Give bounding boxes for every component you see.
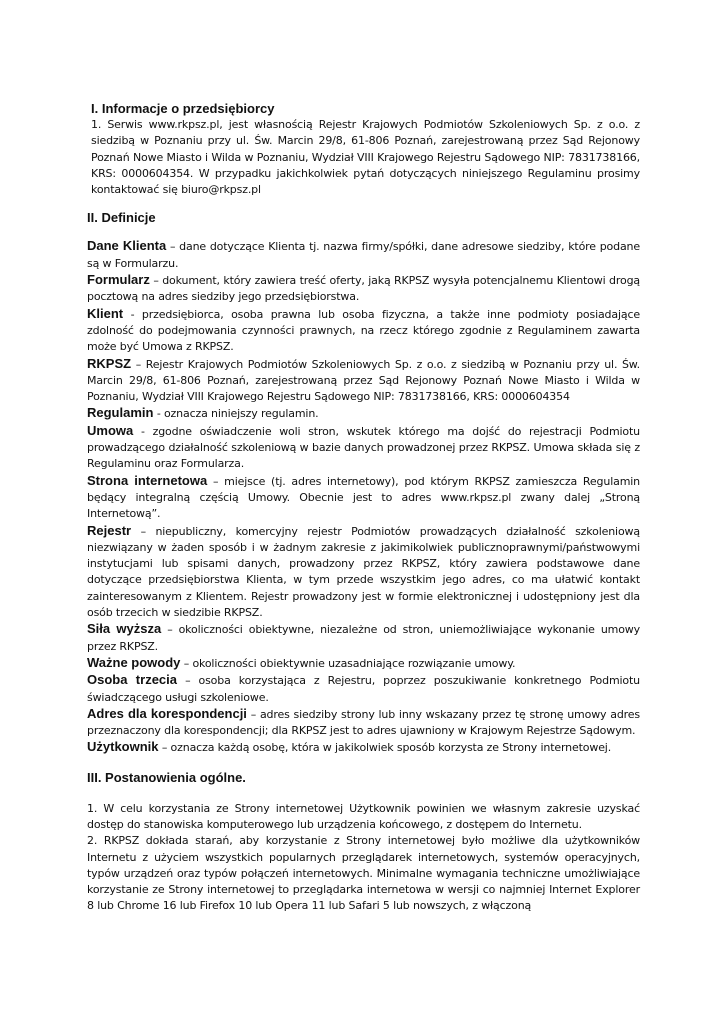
definition-term: Strona internetowa <box>87 472 208 488</box>
definition-text: – dane dotyczące Klienta tj. nazwa firmy/spółki, dane adresowe siedziby, które podane są w Formularzu. <box>87 240 640 270</box>
definition-term: Umowa <box>87 422 134 438</box>
definition-term: Regulamin <box>87 405 154 421</box>
definition-term: RKPSZ <box>87 355 132 371</box>
section-1 <box>91 100 640 198</box>
definitions-list <box>87 238 640 756</box>
definition-item <box>87 473 640 523</box>
definition-item <box>87 706 640 740</box>
definition-text: – oznacza każdą osobę, która w jakikolwiek sposób korzysta ze Strony internetowej. <box>158 741 612 755</box>
definition-term: Adres dla korespondencji <box>87 705 247 721</box>
definition-text: – adres siedziby strony lub inny wskazany przez tę stronę umowy adres przeznaczony dla korespondencji; dla RKPSZ jest to adres ujawniony w Krajowym Rejestrze Sądowym. <box>87 707 640 738</box>
definition-item <box>87 356 640 406</box>
definition-item <box>87 272 640 306</box>
definition-item <box>87 739 640 756</box>
definition-text: - przedsiębiorca, osoba prawna lub osoba fizyczna, a także inne podmioty posiadające zdolność do podejmowania czynności prawnych, na rzecz którego zgodnie z Regulaminem zawarta może być Umowa z RKPSZ. <box>87 307 640 354</box>
definition-term: Użytkownik <box>87 739 159 755</box>
list-item: 2. RKPSZ dokłada starań, aby korzystanie z Strony internetowej było możliwe dla użytkowników Internetu z użyciem wszystkich popularnych przeglądarek internetowych, systemów operacyjnych, typów urządzeń oraz typów połączeń internetowych. Minimalne wymagania techniczne umożliwiające korzystanie ze Strony internetowej to przeglądarka internetowa w wersji co najmniej Internet Explorer 8 lub Chrome 16 lub Firefox 10 lub Opera 11 lub Safari 5 lub nowszych, z włączoną <box>87 834 640 913</box>
section-2-heading: II. Definicje <box>87 210 156 226</box>
definition-text: - oznacza niniejszy regulamin. <box>153 407 319 421</box>
section-3-items <box>87 801 640 915</box>
definition-item <box>87 655 640 672</box>
definition-item <box>87 523 640 622</box>
definition-term: Klient <box>87 305 124 321</box>
definition-text: – dokument, który zawiera treść oferty, jaką RKPSZ wysyła potencjalnemu Klientowi drogą pocztową na adres siedziby jego przedsiębiorstwa. <box>87 274 640 304</box>
definition-term: Dane Klienta <box>87 238 167 254</box>
section-3 <box>87 769 640 915</box>
definition-text: – okoliczności obiektywne, niezależne od stron, uniemożliwiające wykonanie umowy przez RKPSZ. <box>87 623 640 653</box>
definition-item <box>87 423 640 473</box>
definition-item <box>87 621 640 655</box>
definition-item <box>87 238 640 272</box>
definition-text: - zgodne oświadczenie woli stron, wskutek którego ma dojść do rejestracji Podmiotu prowadzącego działalność szkoleniową w bazie danych prowadzonej przez RKPSZ. Umowa składa się z Regulaminu oraz Formularza. <box>87 424 640 471</box>
definition-term: Osoba trzecia <box>87 672 177 688</box>
section-1-text: 1. Serwis www.rkpsz.pl, jest własnością Rejestr Krajowych Podmiotów Szkoleniowych Sp. z o.o. z siedzibą w Poznaniu przy ul. Św. Marcin 29/8, 61-806 Poznań, zarejestrowaną przez Sąd Rejonowy Poznań Nowe Miasto i Wilda w Poznaniu, Wydział VIII Krajowego Rejestru Sądowego NIP: 7831738166, KRS: 0000604354. W przypadku jakichkolwiek pytań dotyczących niniejszego Regulaminu prosimy kontaktować się biuro@rkpsz.pl <box>91 118 640 197</box>
section-3-heading: III. Postanowienia ogólne. <box>87 769 246 785</box>
definition-text: – osoba korzystająca z Rejestru, poprzez poszukiwanie konkretnego Podmiotu świadczącego usługi szkoleniowe. <box>87 674 640 704</box>
definition-term: Ważne powody <box>87 654 181 670</box>
definition-text: – Rejestr Krajowych Podmiotów Szkoleniowych Sp. z o.o. z siedzibą w Poznaniu przy ul. Św. Marcin 29/8, 61-806 Poznań, zarejestrowaną przez Sąd Rejonowy Poznań Nowe Miasto i Wilda w Poznaniu, Wydział VIII Krajowego Rejestru Sądowego NIP: 7831738166, KRS: 0000604354 <box>87 357 640 404</box>
definition-term: Siła wyższa <box>87 621 162 637</box>
definition-text: – okoliczności obiektywnie uzasadniające rozwiązanie umowy. <box>180 656 516 670</box>
list-item: 1. W celu korzystania ze Strony internetowej Użytkownik powinien we własnym zakresie uzyskać dostęp do stanowiska komputerowego lub urządzenia końcowego, z dostępem do Internetu. <box>87 801 640 831</box>
definition-term: Rejestr <box>87 522 132 538</box>
section-1-heading: I. Informacje o przedsiębiorcy <box>91 101 275 116</box>
definition-item <box>87 306 640 356</box>
document-page <box>87 100 640 915</box>
definition-term: Formularz <box>87 272 150 288</box>
definition-item <box>87 672 640 706</box>
definition-text: – niepubliczny, komercyjny rejestr Podmiotów prowadzących działalność szkoleniową niezwiązany w żaden sposób i w żadnym zakresie z jakimikolwiek publicznoprawnymi/państwowymi instytucjami lub spisami danych, prowadzony przez RKPSZ, który zawiera podstawowe dane dotyczące przedsiębiorstwa Klienta, w tym przede wszystkim jego adres, co ma ułatwić kontakt zainteresowanym z Klientem. Rejestr prowadzony jest w formie elektronicznej i udostępniony jest dla osób trzecich w siedzibie RKPSZ. <box>87 524 640 620</box>
section-2 <box>87 209 640 756</box>
definition-item <box>87 405 640 422</box>
definition-text: – miejsce (tj. adres internetowy), pod którym RKPSZ zamieszcza Regulamin będący integralną częścią Umowy. Obecnie jest to adres www.rkpsz.pl zwany dalej „Stroną Internetową”. <box>87 474 640 521</box>
